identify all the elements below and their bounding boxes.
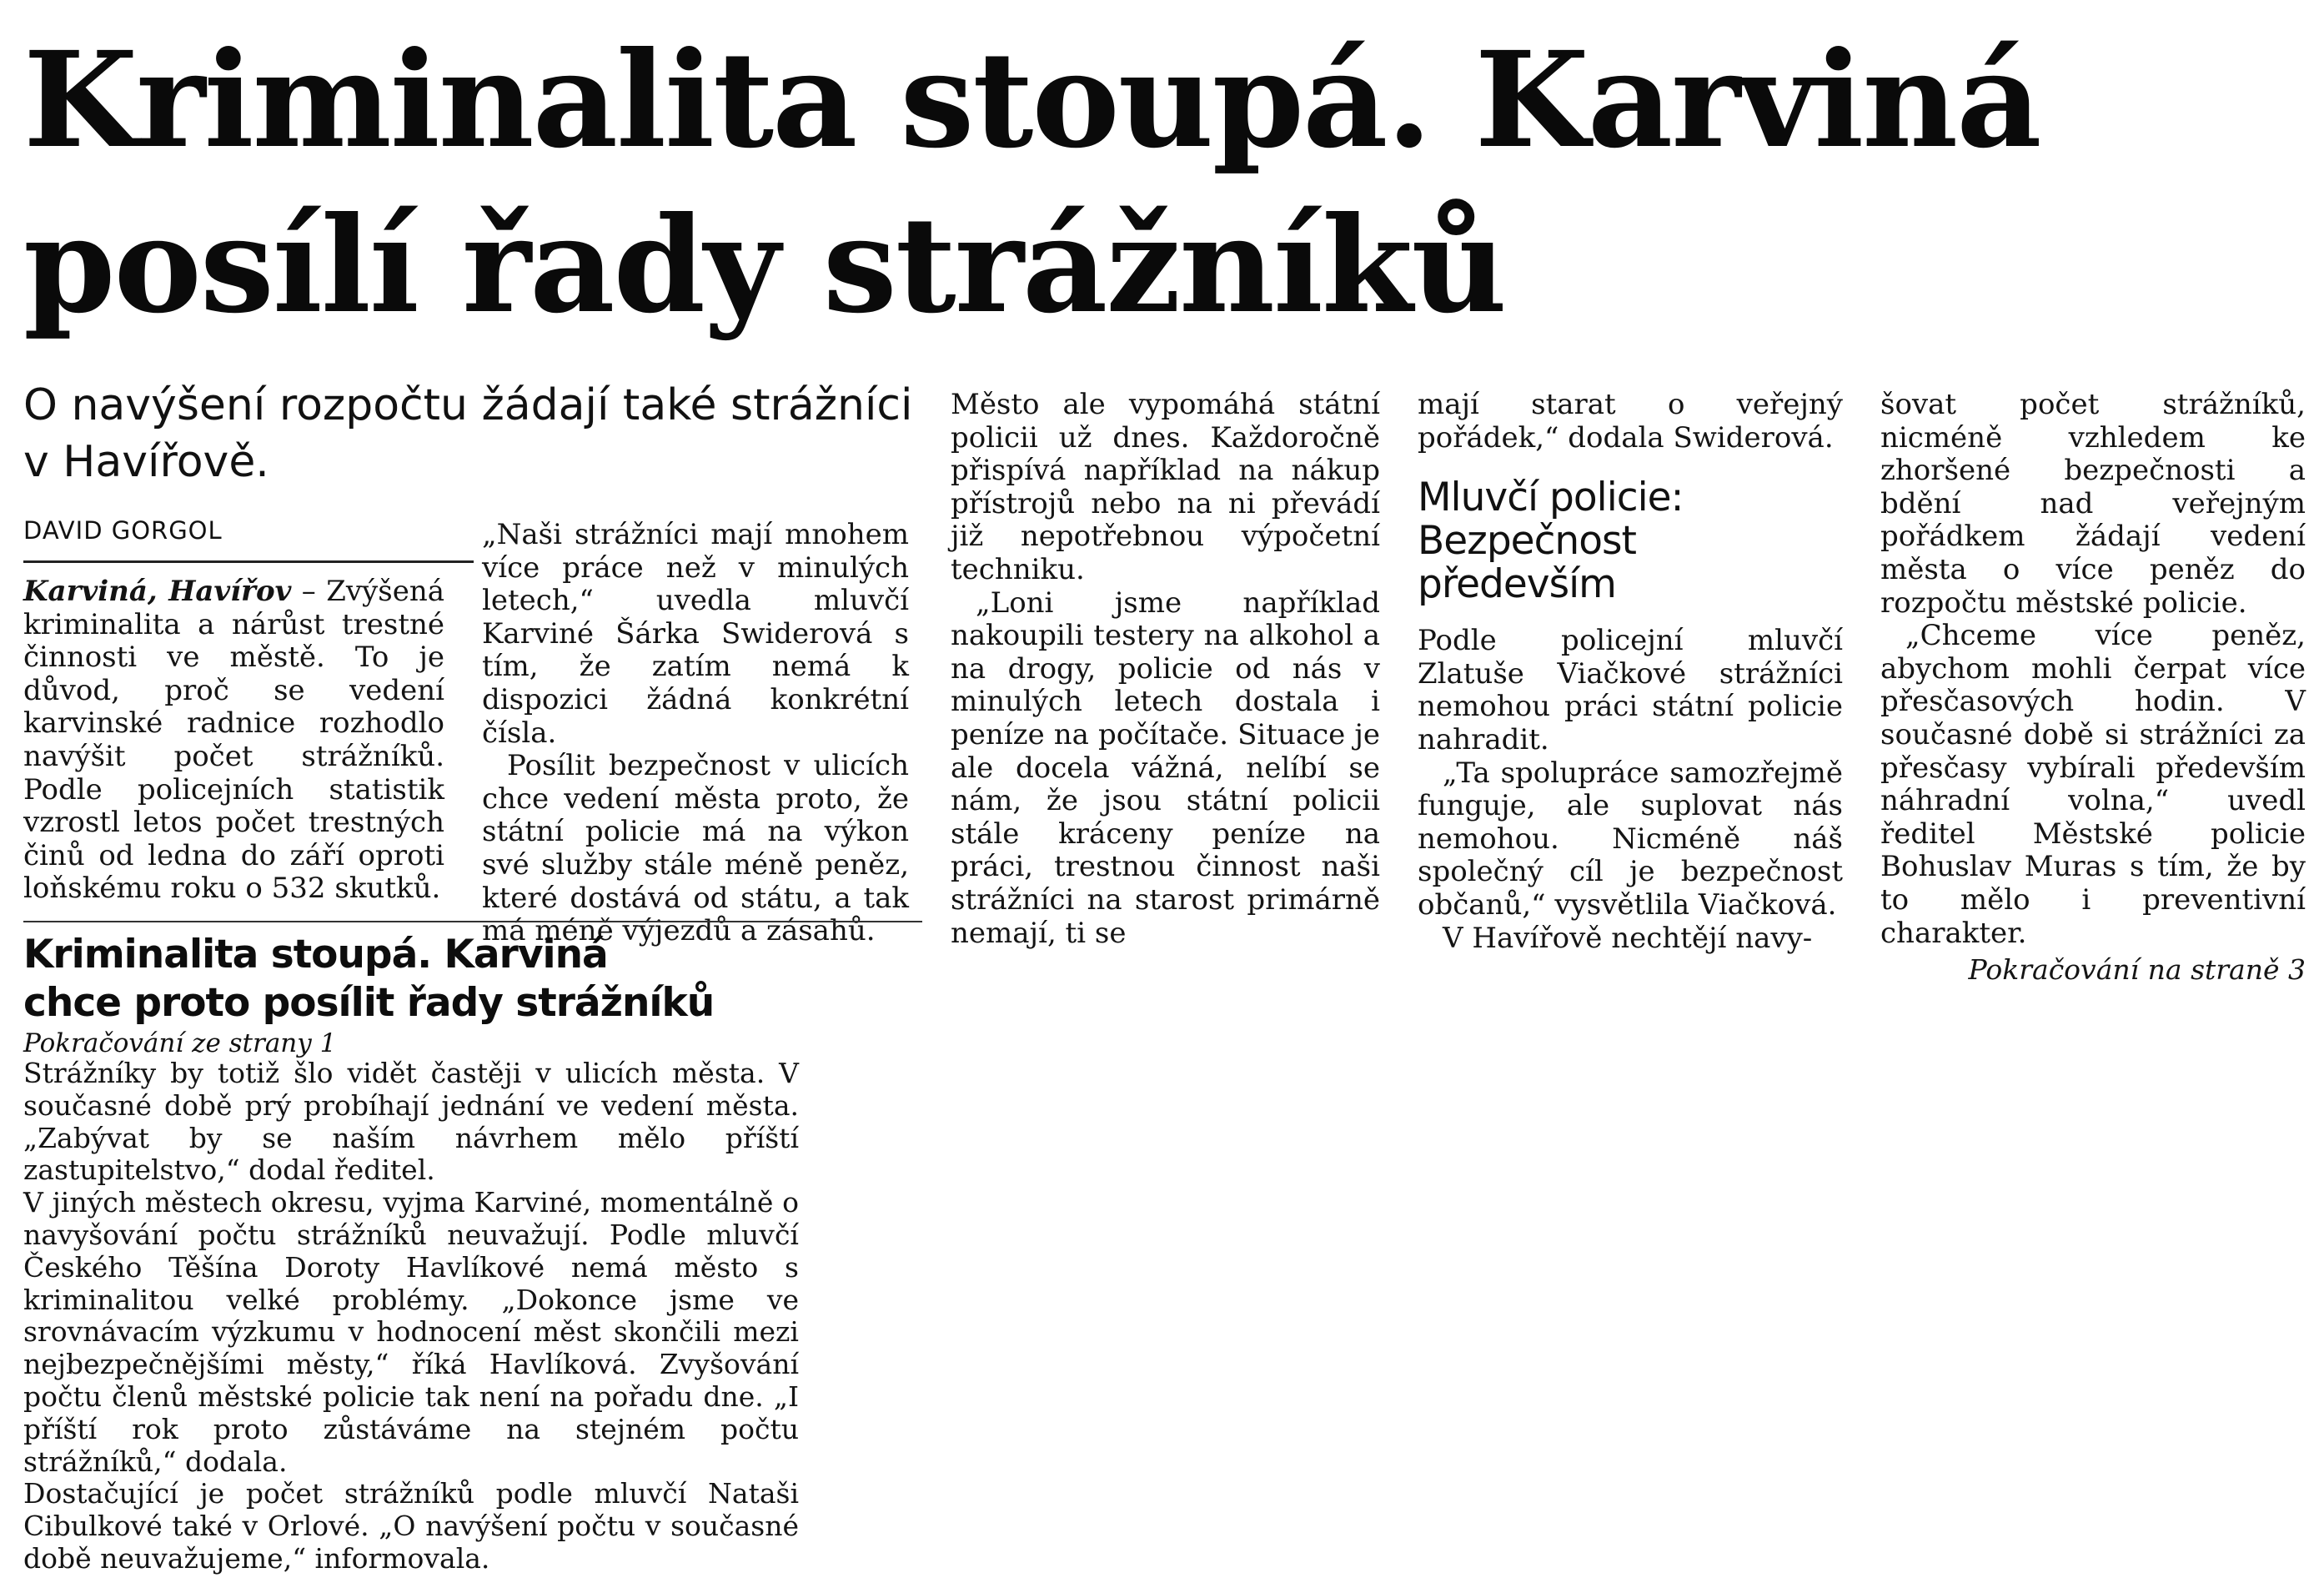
article-column-4 [1418,388,1843,955]
continuation-headline-line-1: Kriminalita stoupá. Karviná [23,932,608,977]
article-column-3 [951,388,1380,950]
paragraph: šovat počet strážníků, nicméně vzhledem ke zhoršené bezpečnosti a bdění nad veřejným pořádkem žádají vedení města o více peněz do rozpočtu městské policie. [1880,388,2306,620]
paragraph: mají starat o veřejný pořádek,“ dodala Swiderová. [1418,388,1843,455]
continuation-headline [23,931,857,1028]
continuation-headline-line-2: chce proto posílit řady strážníků [23,980,715,1026]
continuation-body [23,1058,799,1583]
article-column-2 [482,518,909,948]
deck [23,377,924,490]
paragraph: Město ale vypomáhá státní policii už dnes. Každoročně přispívá například na nákup přístrojů nebo na ni převádí již nepotřebnou výpočetní techniku. [951,388,1380,586]
paragraph: Podle policejní mluvčí Zlatuše Viačkové strážníci nemohou práci státní policie nahradit. [1418,624,1843,756]
paragraph: Strážníky by totiž šlo vidět častěji v ulicích města. V současné době prý probíhají jednání ve vedení města. „Zabývat by se naším návrhem mělo příští zastupitelstvo,“ dodal ředitel. [23,1057,799,1187]
article-column-5 [1880,388,2306,987]
paragraph: „Loni jsme například nakoupili testery na alkohol a na drogy, policie od nás v minulých letech dostala i peníze na počítače. Situace je ale docela vážná, nelíbí se nám, že jsou státní policii stále kráceny peníze na práci, trestnou činnost naši strážníci na starost primárně nemají, ti se [951,585,1380,950]
continuation-from: Pokračování ze strany 1 [23,1028,337,1058]
subheading-line-1: Mluvčí policie: [1418,475,1684,521]
paragraph [23,575,444,906]
subheading-line-2: Bezpečnost především [1418,518,1636,608]
headline [23,18,2308,349]
dateline: Karviná, Havířov [23,575,292,608]
paragraph: Dostačující je počet strážníků podle mluvčí Nataši Cibulkové také v Orlové. „O navýšení počtu v současné době neuvažujeme,“ informovala. [23,1477,799,1575]
article-column-1 [23,575,444,906]
paragraph: V Havířově nechtějí navy- [1443,921,1813,955]
paragraph: „Ta spolupráce samozřejmě funguje, ale suplovat nás nemohou. Nicméně náš společný cíl je bezpečnost občanů,“ vysvětlila Viačková. [1418,756,1843,922]
paragraph: V jiných městech okresu, vyjma Karviné, momentálně o navyšování počtu strážníků neuvažují. Podle mluvčí Českého Těšína Doroty Havlíkové nemá město s kriminalitou velké problémy. „Dokonce jsme ve srovnávacím výzkumu v hodnocení měst skončili mezi nejbezpečnějšími městy,“ říká Havlíková. Zvyšování počtu členů městské policie tak není na pořadu dne. „I příští rok proto zůstáváme na stejném počtu strážníků,“ dodala. [23,1186,799,1478]
paragraph-text: – Zvýšená kriminalita a nárůst trestné činnosti ve městě. To je důvod, proč se vedení karvinské radnice rozhodlo navýšit počet strážníků. Podle policejních statistik vzrostl letos počet trestných činů od ledna do září oproti loňskému roku o 532 skutků. [23,575,444,906]
deck-line-1: O navýšení rozpočtu žádají také strážníci [23,380,913,430]
paragraph: „Naši strážníci mají mnohem více práce než v minulých letech,“ uvedla mluvčí Karviné Šárka Swiderová s tím, že zatím nemá k dispozici žádná konkrétní čísla. [482,518,909,750]
continuation-note: Pokračování na straně 3 [1968,953,2306,987]
section-divider [23,921,922,922]
headline-line-2: posílí řady strážníků [23,188,1506,343]
paragraph: Posílit bezpečnost v ulicích chce vedení města proto, že státní policie má na výkon své služby stále méně peněz, které dostává od státu, a tak má méně výjezdů a zásahů. [482,749,909,948]
deck-line-2: v Havířově. [23,437,269,487]
byline: DAVID GORGOL [23,515,474,563]
subheading [1418,476,1843,606]
headline-line-1: Kriminalita stoupá. Karviná [23,23,2040,178]
paragraph: „Chceme více peněz, abychom mohli čerpat více přesčasových hodin. V současné době si strážníci za přesčasy vybírali především náhradní volna,“ uvedl ředitel Městské policie Bohuslav Muras s tím, že by to mělo i preventivní charakter. [1880,619,2306,950]
